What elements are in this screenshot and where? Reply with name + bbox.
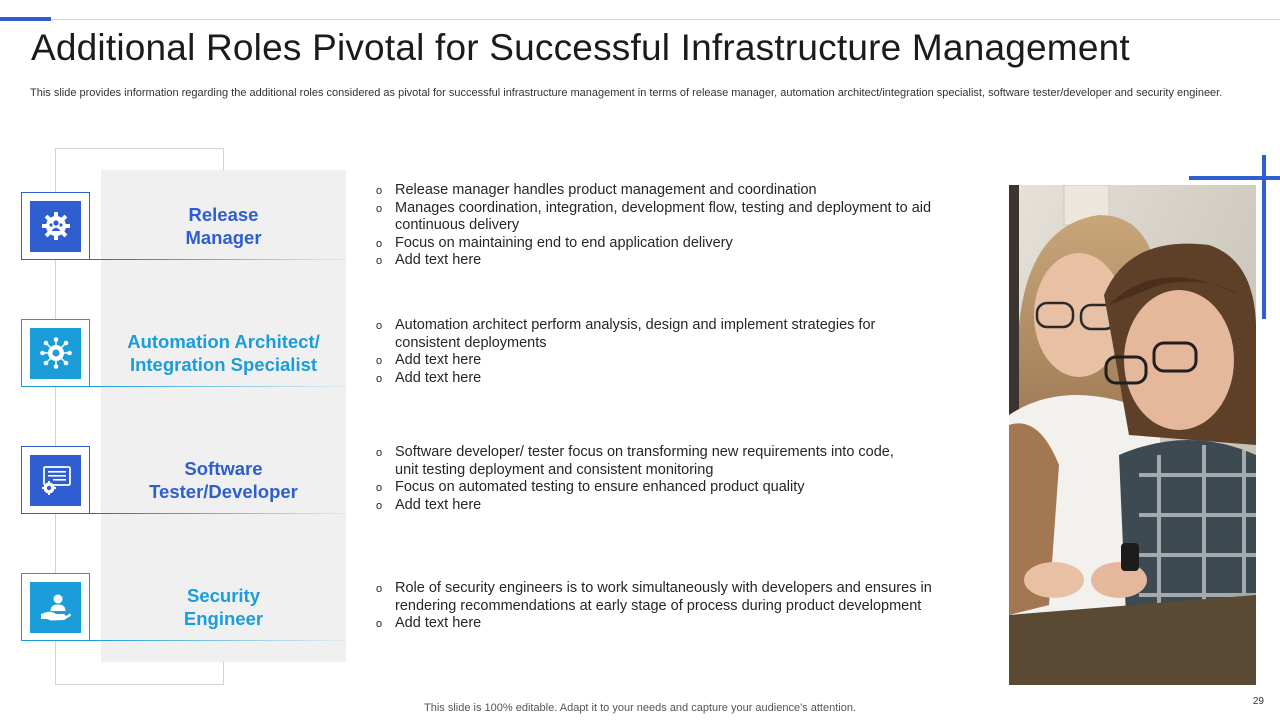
- row-divider: [90, 640, 346, 641]
- team-photo-illustration: [1009, 185, 1256, 685]
- role-icon-bg: [30, 582, 81, 633]
- role-title-line2: Integration Specialist: [129, 354, 318, 375]
- role-bullets-software-tester: [376, 444, 916, 514]
- page-number: 29: [1252, 696, 1264, 707]
- role-title-line2: Tester/Developer: [149, 481, 298, 502]
- bullet-item: o Add text here: [376, 370, 876, 388]
- bullet-item: o Add text here: [376, 497, 916, 515]
- hand-user-icon: [39, 590, 73, 624]
- team-photo: [1009, 185, 1256, 685]
- role-title-security-engineer: [101, 584, 346, 630]
- top-accent-bar: [0, 17, 51, 21]
- role-icon-bg: [30, 328, 81, 379]
- bullet-item: o Add text here: [376, 252, 946, 270]
- role-icon-bg: [30, 201, 81, 252]
- bullet-item: o Add text here: [376, 615, 946, 633]
- slide-subtitle: This slide provides information regarding the additional roles considered as pivotal for successful infrastructure management in terms of release manager, automation architect/integration specialist, software tester/developer and security engineer.: [30, 87, 1223, 99]
- bullet-item: o Focus on maintaining end to end application delivery: [376, 235, 946, 253]
- role-icon-bg: [30, 455, 81, 506]
- role-title-release-manager: [101, 203, 346, 249]
- corner-accent-horizontal: [1189, 176, 1280, 180]
- role-title-automation-architect: [101, 330, 346, 376]
- role-icon-box-release-manager: [21, 192, 90, 260]
- row-divider: [90, 513, 346, 514]
- bullet-item: o Manages coordination, integration, development flow, testing and deployment to aid continuous delivery: [376, 200, 946, 235]
- role-bullets-release-manager: [376, 182, 946, 270]
- role-icon-box-automation-architect: [21, 319, 90, 387]
- role-icon-box-security-engineer: [21, 573, 90, 641]
- monitor-gear-icon: [39, 463, 73, 497]
- network-gear-icon: [39, 336, 73, 370]
- slide-title: Additional Roles Pivotal for Successful Infrastructure Management: [31, 27, 1130, 68]
- role-bullets-automation-architect: [376, 317, 876, 387]
- role-title-software-tester: [101, 457, 346, 503]
- role-title-line1: Release: [188, 204, 259, 225]
- bullet-item: o Focus on automated testing to ensure enhanced product quality: [376, 479, 916, 497]
- bullet-item: o Software developer/ tester focus on transforming new requirements into code, unit testing deployment and consistent monitoring: [376, 444, 916, 479]
- bullet-item: o Role of security engineers is to work simultaneously with developers and ensures in rendering recommendations at early stage of process during product development: [376, 580, 946, 615]
- row-divider: [90, 386, 346, 387]
- bullet-item: o Automation architect perform analysis, design and implement strategies for consistent deployments: [376, 317, 876, 352]
- role-title-line1: Software: [184, 458, 263, 479]
- bullet-item: o Add text here: [376, 352, 876, 370]
- corner-accent-vertical: [1262, 155, 1266, 319]
- bullet-item: o Release manager handles product management and coordination: [376, 182, 946, 200]
- role-title-line1: Security: [186, 585, 260, 606]
- role-title-line2: Manager: [185, 227, 262, 248]
- role-title-line1: Automation Architect/: [127, 331, 320, 352]
- top-divider-line: [51, 19, 1280, 20]
- slide-footer: This slide is 100% editable. Adapt it to your needs and capture your audience's attention.: [424, 702, 856, 714]
- gear-people-icon: [39, 209, 73, 243]
- role-title-line2: Engineer: [183, 608, 264, 629]
- row-divider: [90, 259, 346, 260]
- role-icon-box-software-tester: [21, 446, 90, 514]
- role-bullets-security-engineer: [376, 580, 946, 633]
